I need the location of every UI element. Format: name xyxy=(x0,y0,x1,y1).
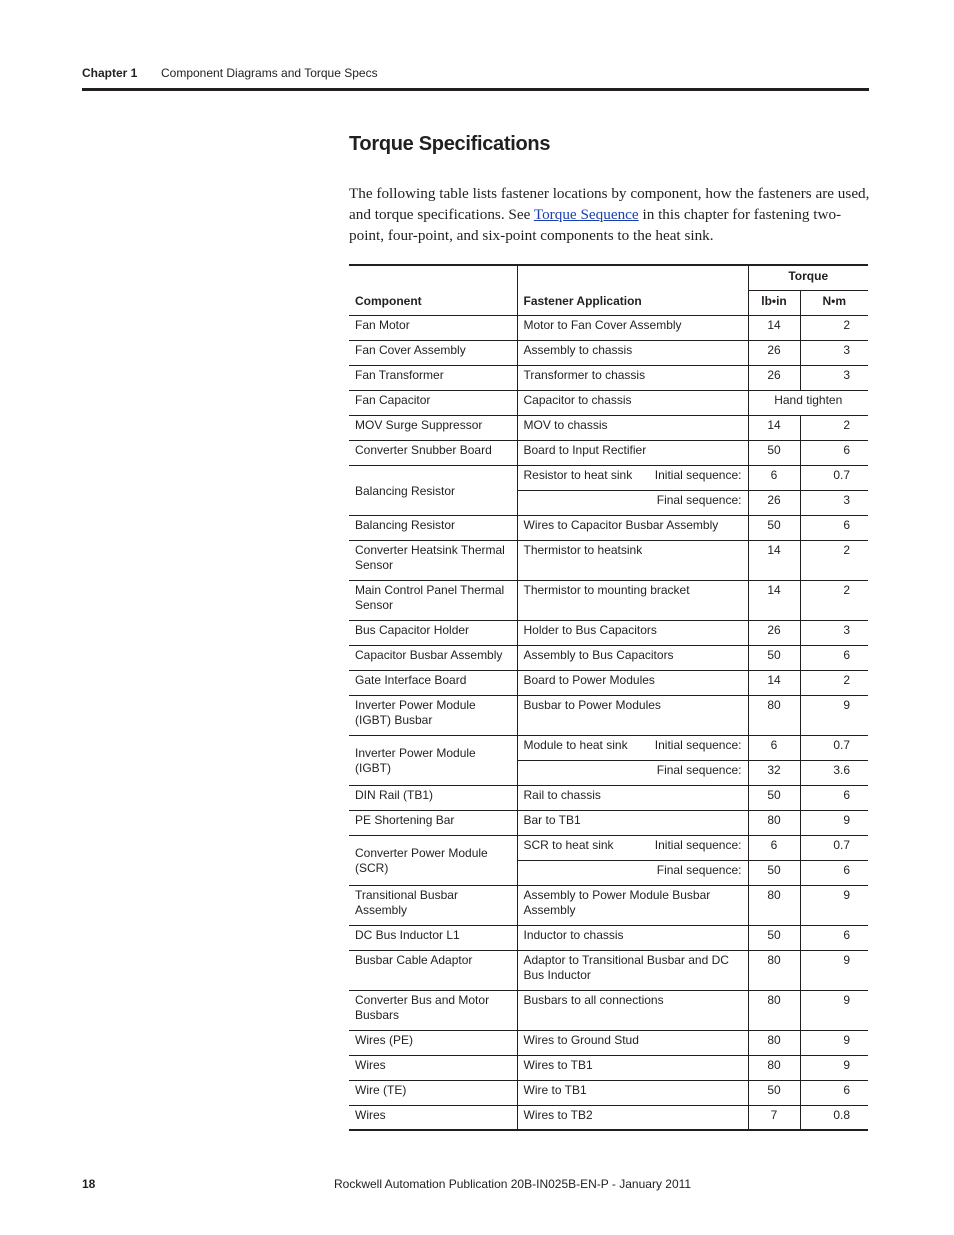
cell-nm: 0.7 xyxy=(800,835,868,860)
cell-application: Holder to Bus Capacitors xyxy=(517,620,748,645)
cell-application: Transformer to chassis xyxy=(517,365,748,390)
initial-sequence-label: Initial sequence: xyxy=(654,737,742,752)
cell-application: Wires to Ground Stud xyxy=(517,1030,748,1055)
cell-application: Assembly to Bus Capacitors xyxy=(517,645,748,670)
cell-lbin: 14 xyxy=(748,540,800,580)
cell-nm: 6 xyxy=(800,1080,868,1105)
cell-lbin: 80 xyxy=(748,810,800,835)
cell-lbin: 14 xyxy=(748,315,800,340)
cell-lbin: 50 xyxy=(748,645,800,670)
table-row xyxy=(349,390,868,415)
application-text: Resistor to heat sink xyxy=(523,467,633,482)
cell-component: Wires xyxy=(349,1105,517,1130)
application-text: SCR to heat sink xyxy=(523,837,614,852)
table-row xyxy=(349,315,868,340)
cell-lbin: 6 xyxy=(748,735,800,760)
cell-application: Thermistor to heatsink xyxy=(517,540,748,580)
table-row xyxy=(349,515,868,540)
cell-component: Main Control Panel Thermal Sensor xyxy=(349,580,517,620)
cell-application: Motor to Fan Cover Assembly xyxy=(517,315,748,340)
col-header-application: Fastener Application xyxy=(517,265,748,315)
cell-lbin: 50 xyxy=(748,440,800,465)
cell-lbin: 80 xyxy=(748,1030,800,1055)
initial-sequence-label: Initial sequence: xyxy=(654,837,742,852)
cell-nm: 2 xyxy=(800,540,868,580)
cell-lbin: 7 xyxy=(748,1105,800,1130)
cell-lbin: 80 xyxy=(748,990,800,1030)
chapter-title: Component Diagrams and Torque Specs xyxy=(161,66,378,80)
table-row xyxy=(349,810,868,835)
col-header-torque: Torque xyxy=(748,265,868,290)
cell-lbin: 50 xyxy=(748,515,800,540)
table-row xyxy=(349,645,868,670)
cell-nm: 3.6 xyxy=(800,760,868,785)
cell-component: Converter Heatsink Thermal Sensor xyxy=(349,540,517,580)
table-row xyxy=(349,950,868,990)
cell-application: Busbars to all connections xyxy=(517,990,748,1030)
table-row xyxy=(349,465,868,490)
cell-nm: 9 xyxy=(800,1055,868,1080)
cell-lbin: 50 xyxy=(748,1080,800,1105)
cell-lbin: 80 xyxy=(748,885,800,925)
cell-application: Board to Power Modules xyxy=(517,670,748,695)
publication-info: Rockwell Automation Publication 20B-IN025B-EN-P - January 2011 xyxy=(334,1177,692,1191)
col-header-nm: N•m xyxy=(800,290,868,315)
table-row xyxy=(349,885,868,925)
cell-lbin: 32 xyxy=(748,760,800,785)
cell-nm: 3 xyxy=(800,490,868,515)
cell-application: Thermistor to mounting bracket xyxy=(517,580,748,620)
cell-application: Wires to TB1 xyxy=(517,1055,748,1080)
running-header xyxy=(82,66,378,80)
cell-lbin: 50 xyxy=(748,785,800,810)
cell-nm: 6 xyxy=(800,440,868,465)
cell-component: MOV Surge Suppressor xyxy=(349,415,517,440)
application-text: Module to heat sink xyxy=(523,737,628,752)
header-rule xyxy=(82,88,869,91)
cell-nm: 9 xyxy=(800,810,868,835)
cell-nm: 9 xyxy=(800,950,868,990)
chapter-label: Chapter 1 xyxy=(82,66,138,80)
col-header-lbin: lb•in xyxy=(748,290,800,315)
table-row xyxy=(349,415,868,440)
cell-component: DIN Rail (TB1) xyxy=(349,785,517,810)
table-row xyxy=(349,735,868,760)
cell-component: Converter Snubber Board xyxy=(349,440,517,465)
torque-table xyxy=(349,264,868,1131)
cell-component: Wire (TE) xyxy=(349,1080,517,1105)
table-row xyxy=(349,540,868,580)
table-row xyxy=(349,1030,868,1055)
cell-application: Bar to TB1 xyxy=(517,810,748,835)
section-title: Torque Specifications xyxy=(349,133,551,155)
cell-nm: 9 xyxy=(800,990,868,1030)
cell-lbin: 50 xyxy=(748,860,800,885)
cell-lbin: 14 xyxy=(748,580,800,620)
cell-application: Inductor to chassis xyxy=(517,925,748,950)
final-sequence-label: Final sequence: xyxy=(517,760,748,785)
cell-component: Bus Capacitor Holder xyxy=(349,620,517,645)
table-row xyxy=(349,835,868,860)
cell-component: Converter Power Module (SCR) xyxy=(349,835,517,885)
table-row xyxy=(349,695,868,735)
table-row xyxy=(349,670,868,695)
cell-component: Transitional Busbar Assembly xyxy=(349,885,517,925)
table-row xyxy=(349,1080,868,1105)
cell-nm: 0.8 xyxy=(800,1105,868,1130)
table-row xyxy=(349,990,868,1030)
cell-lbin: 6 xyxy=(748,835,800,860)
cell-application: Rail to chassis xyxy=(517,785,748,810)
table-row xyxy=(349,365,868,390)
cell-application: Capacitor to chassis xyxy=(517,390,748,415)
cell-nm: 6 xyxy=(800,645,868,670)
col-header-component: Component xyxy=(349,265,517,315)
cell-nm: 9 xyxy=(800,1030,868,1055)
cell-component: Busbar Cable Adaptor xyxy=(349,950,517,990)
cell-nm: 0.7 xyxy=(800,735,868,760)
cell-lbin: 26 xyxy=(748,490,800,515)
cell-application: Wires to TB2 xyxy=(517,1105,748,1130)
table-row xyxy=(349,1055,868,1080)
cell-application: Adaptor to Transitional Busbar and DC Bus Inductor xyxy=(517,950,748,990)
table-row xyxy=(349,440,868,465)
cell-nm: 3 xyxy=(800,620,868,645)
page-number: 18 xyxy=(82,1177,96,1191)
table-row xyxy=(349,580,868,620)
cell-application: Busbar to Power Modules xyxy=(517,695,748,735)
cell-component: Wires xyxy=(349,1055,517,1080)
cell-component: PE Shortening Bar xyxy=(349,810,517,835)
cell-component: Balancing Resistor xyxy=(349,515,517,540)
cell-component: Inverter Power Module (IGBT) xyxy=(349,735,517,785)
cell-nm: 9 xyxy=(800,695,868,735)
cell-component: Capacitor Busbar Assembly xyxy=(349,645,517,670)
final-sequence-label: Final sequence: xyxy=(517,490,748,515)
cell-nm: 6 xyxy=(800,925,868,950)
cell-nm: 6 xyxy=(800,785,868,810)
cell-application: Assembly to Power Module Busbar Assembly xyxy=(517,885,748,925)
cell-nm: 2 xyxy=(800,415,868,440)
cell-application: MOV to chassis xyxy=(517,415,748,440)
intro-paragraph xyxy=(349,183,871,246)
cell-component: DC Bus Inductor L1 xyxy=(349,925,517,950)
table-row xyxy=(349,785,868,810)
cell-lbin: 14 xyxy=(748,415,800,440)
cell-nm: 2 xyxy=(800,580,868,620)
cell-lbin: 80 xyxy=(748,695,800,735)
cell-lbin: 26 xyxy=(748,365,800,390)
cell-component: Fan Transformer xyxy=(349,365,517,390)
intro-text-after: in this chapter for fastening two-point, four-point, and six-point components to the heat sink. xyxy=(349,206,842,244)
cell-nm: 0.7 xyxy=(800,465,868,490)
cell-component: Fan Motor xyxy=(349,315,517,340)
cell-nm: 3 xyxy=(800,340,868,365)
cell-lbin: 14 xyxy=(748,670,800,695)
cell-application xyxy=(517,735,748,760)
cell-component: Wires (PE) xyxy=(349,1030,517,1055)
cell-application: Wires to Capacitor Busbar Assembly xyxy=(517,515,748,540)
cell-nm: 3 xyxy=(800,365,868,390)
cell-lbin: 6 xyxy=(748,465,800,490)
cell-nm: 2 xyxy=(800,315,868,340)
cell-component: Converter Bus and Motor Busbars xyxy=(349,990,517,1030)
cell-application: Board to Input Rectifier xyxy=(517,440,748,465)
cell-lbin: 26 xyxy=(748,340,800,365)
final-sequence-label: Final sequence: xyxy=(517,860,748,885)
cell-component: Balancing Resistor xyxy=(349,465,517,515)
cell-nm: 6 xyxy=(800,860,868,885)
cell-component: Gate Interface Board xyxy=(349,670,517,695)
cell-nm: 6 xyxy=(800,515,868,540)
cell-hand-tighten: Hand tighten xyxy=(748,390,868,415)
table-row xyxy=(349,340,868,365)
cell-lbin: 50 xyxy=(748,925,800,950)
cell-nm: 9 xyxy=(800,885,868,925)
cell-component: Fan Cover Assembly xyxy=(349,340,517,365)
cell-application xyxy=(517,465,748,490)
table-row xyxy=(349,1105,868,1130)
torque-sequence-link[interactable]: Torque Sequence xyxy=(533,206,639,223)
cell-lbin: 26 xyxy=(748,620,800,645)
cell-lbin: 80 xyxy=(748,950,800,990)
cell-component: Fan Capacitor xyxy=(349,390,517,415)
initial-sequence-label: Initial sequence: xyxy=(654,467,742,482)
cell-application xyxy=(517,835,748,860)
cell-lbin: 80 xyxy=(748,1055,800,1080)
cell-application: Wire to TB1 xyxy=(517,1080,748,1105)
cell-nm: 2 xyxy=(800,670,868,695)
cell-application: Assembly to chassis xyxy=(517,340,748,365)
intro-text-before: The following table lists fastener locations by component, how the fasteners are used, and torque specifications. See xyxy=(349,185,870,223)
cell-component: Inverter Power Module (IGBT) Busbar xyxy=(349,695,517,735)
table-row xyxy=(349,925,868,950)
table-row xyxy=(349,620,868,645)
